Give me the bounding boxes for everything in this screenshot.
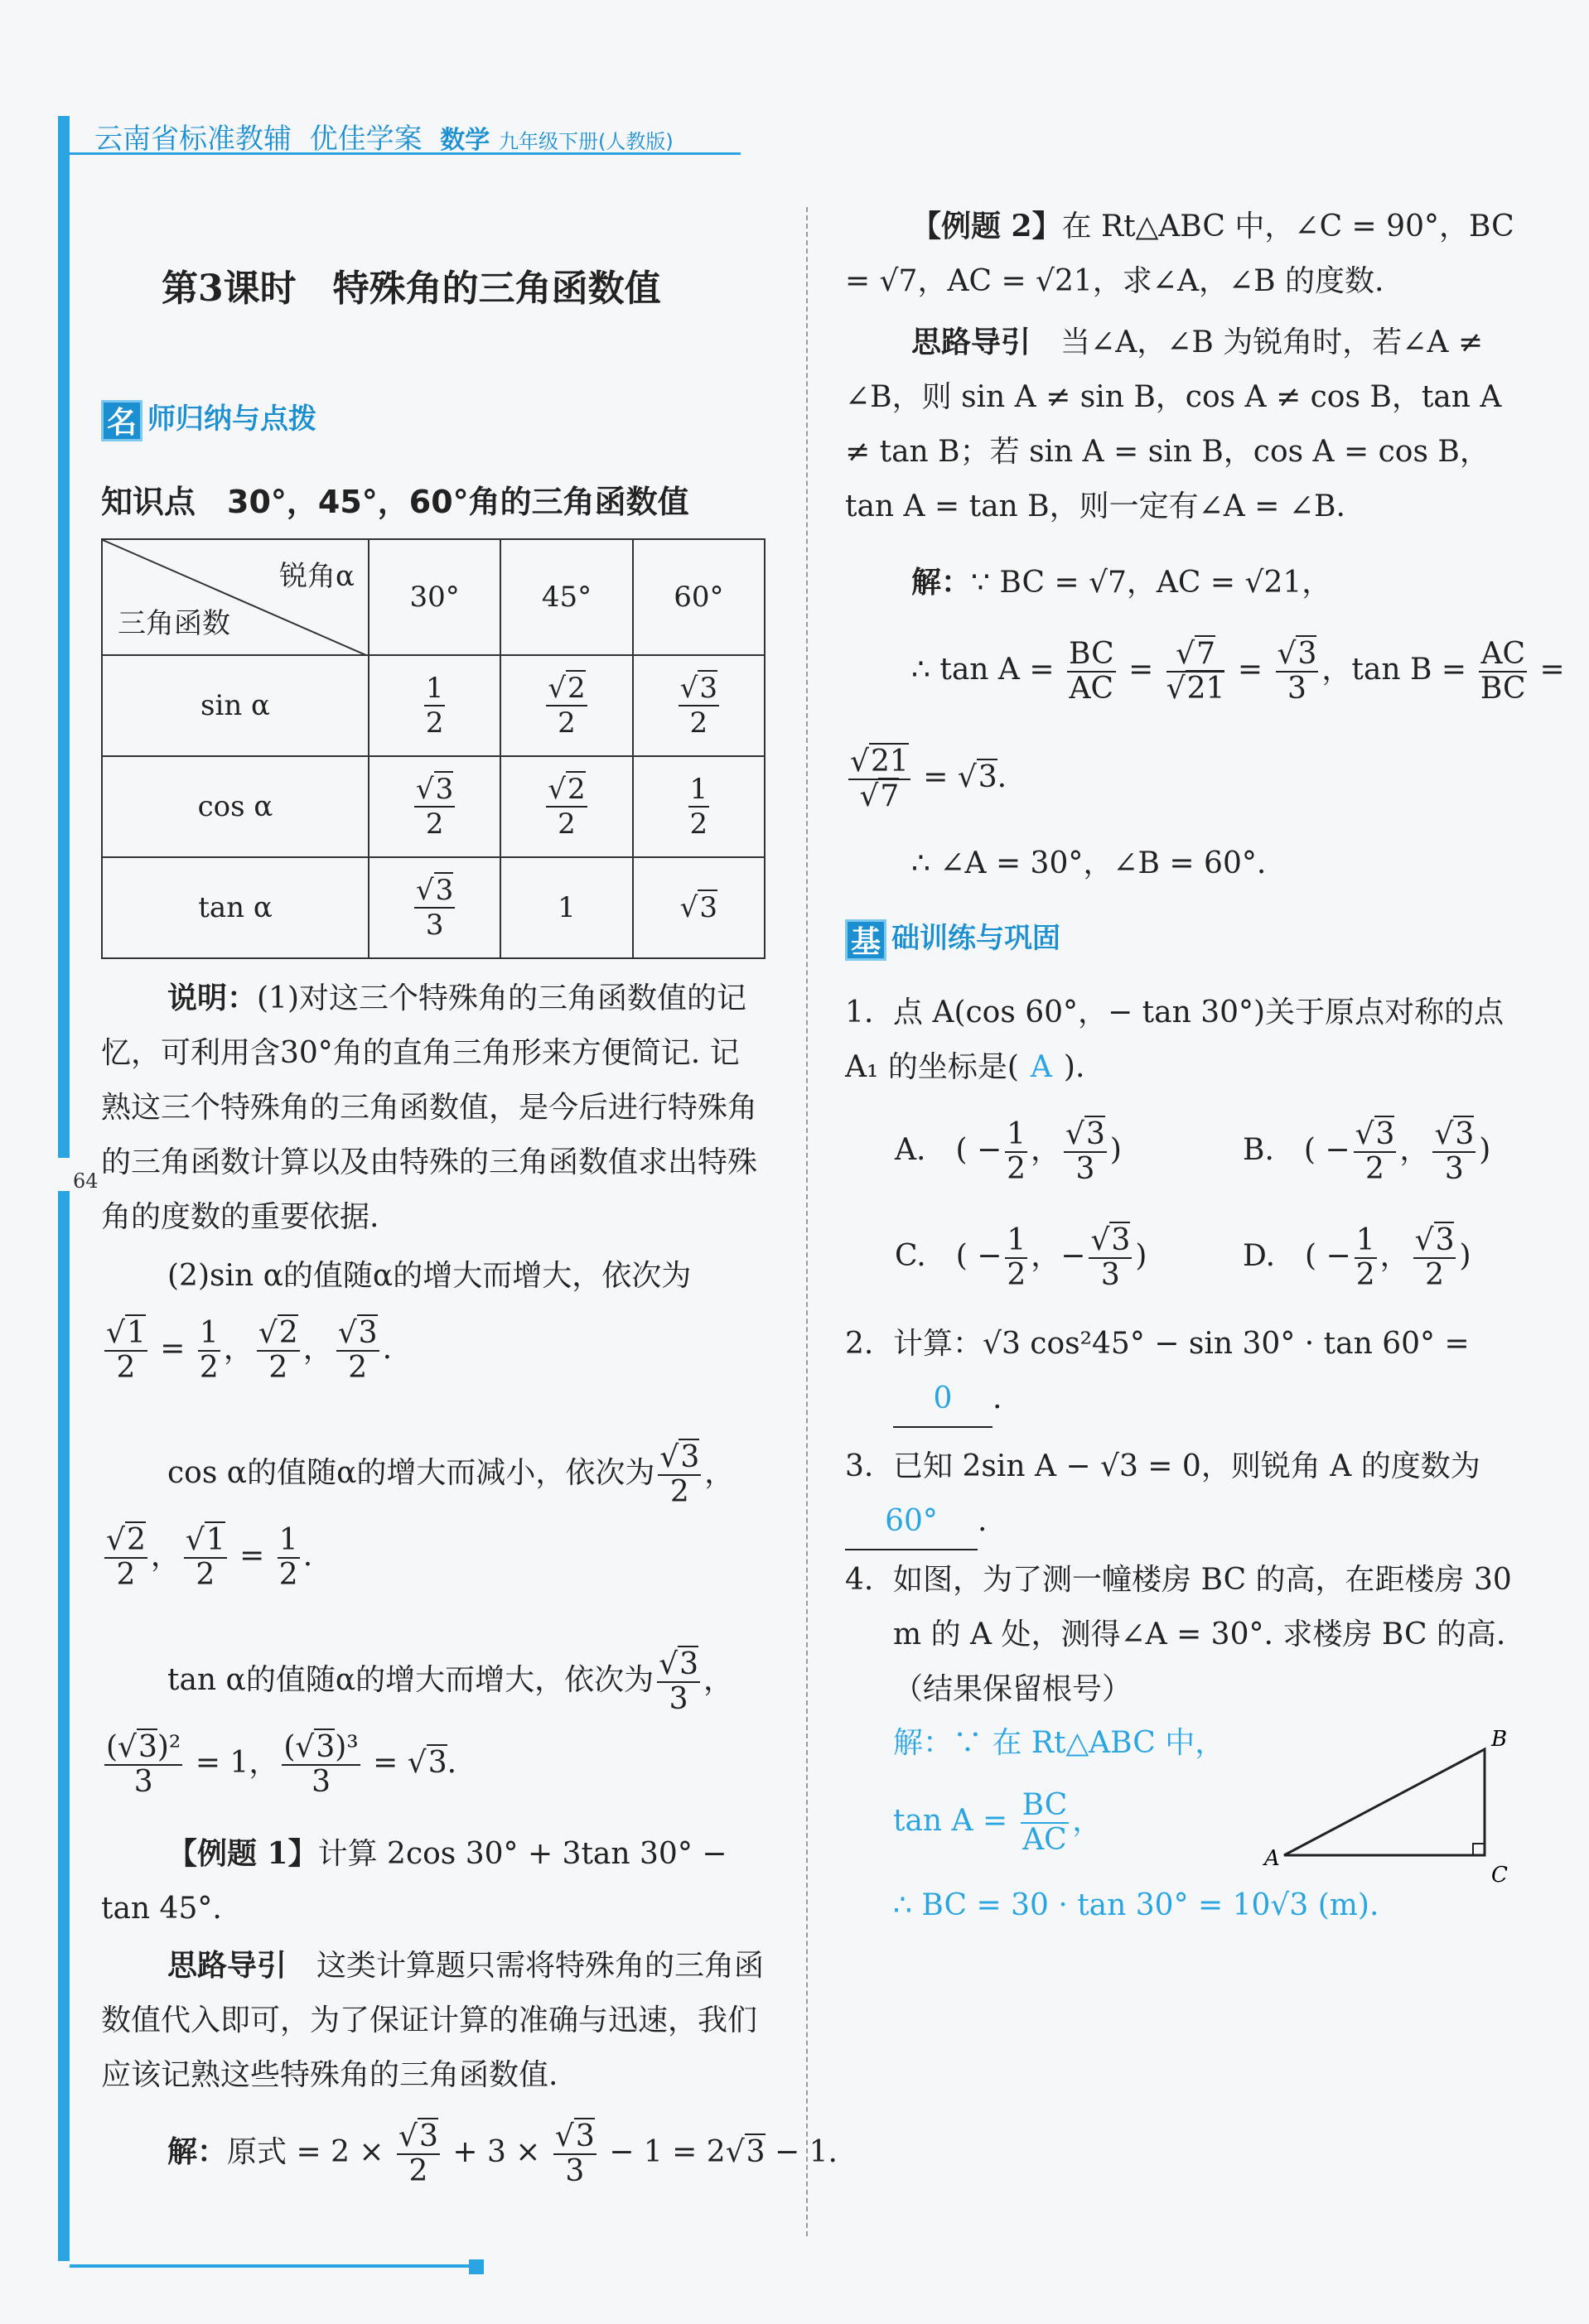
note-text-4: tan α的值随α的增大而增大，依次为 (167, 1663, 654, 1697)
example1-question (101, 1826, 768, 1936)
angle-header: 30° (369, 539, 500, 655)
hint-label: 思路导引 (167, 1948, 287, 1983)
hint-label: 思路导引 (911, 325, 1031, 359)
table-corner-cell (102, 539, 369, 655)
answer: 60° (845, 1494, 978, 1550)
triangle-figure (1251, 1714, 1524, 1897)
question-text: 如图，为了测一幢楼房 BC 的高，在距楼房 30 m 的 A 处，测得∠A = 30°. 求楼房 BC 的高.（结果保留根号） (893, 1563, 1512, 1706)
question-text: 点 A(cos 60°，− tan 30°)关于原点对称的点 A₁ 的坐标是( (845, 996, 1504, 1084)
example2-hint (845, 315, 1516, 534)
note-text-1: (1)对这三个特殊角的三角函数值的记忆，可利用含30°角的直角三角形来方便简记. 记熟这三个特殊角的三角函数值，是今后进行特殊角的三角函数计算以及由特殊的三角函数值求出特殊角的度数的重要依据. (101, 981, 758, 1234)
grade-label: 九年级下册(人教版) (499, 130, 674, 153)
example2-question (845, 199, 1516, 309)
corner-bottom-label: 三角函数 (118, 607, 230, 640)
book-name: 优佳学案 (309, 123, 423, 156)
question-3: 3. 已知 2sin A − √3 = 0，则锐角 A 的度数为60° . (845, 1439, 1516, 1550)
footer-square (469, 2259, 484, 2274)
side-bar-gap (58, 1158, 70, 1191)
option-label: D. (1243, 1239, 1276, 1273)
fn-label: tan α (102, 857, 369, 958)
example2-text: 在 Rt△ABC 中，∠C = 90°，BC = √7，AC = √21，求∠A，∠B 的度数. (845, 210, 1514, 298)
option-d: D. ( − $\frac{1}{2}$ ， $\frac{√3}{2}$ ) (1243, 1223, 1471, 1292)
option-b: B. ( − $\frac{√3}{2}$ ， $\frac{√3}{3}$ ) (1243, 1117, 1491, 1186)
answer: A (1030, 1050, 1052, 1084)
table-cell: √3 (633, 857, 765, 958)
note-text-2: (2)sin α的值随α的增大而增大，依次为 (167, 1259, 692, 1293)
section-badge: 名 (101, 400, 142, 441)
example1-label: 【例题 1】 (167, 1836, 318, 1871)
tan-sequence: $\frac{\text{(√3)²}}{3}$ = 1， $\frac{\text{(√3)³}}{3}$ = √3. (106, 1730, 457, 1799)
vertex-a: A (1264, 1846, 1280, 1871)
example2-solution-1 (911, 555, 1331, 610)
tan-sequence-intro: tan α的值随α的增大而增大，依次为 $\frac{√3}{3}$ ， (167, 1647, 734, 1716)
q4-solution-2: tan A = $\frac{BC}{AC}$ ， (893, 1788, 1103, 1857)
option-a: A. ( − $\frac{1}{2}$ ， $\frac{√3}{3}$ ) (895, 1117, 1122, 1186)
example2-conclusion: ∴ ∠A = 30°，∠B = 60°. (911, 846, 1267, 880)
question-number: 4. (845, 1563, 874, 1597)
note-label: 说明： (167, 981, 258, 1015)
option-label: A. (895, 1133, 926, 1167)
vertex-c: C (1491, 1863, 1508, 1888)
corner-top-label: 锐角α (279, 560, 355, 593)
solution-label: 解： (911, 565, 972, 600)
section-badge: 基 (845, 919, 886, 961)
question-text: 计算：√3 cos²45° − sin 30° · tan 60° = (893, 1327, 1470, 1361)
triangle-shape (1284, 1749, 1485, 1855)
cos-sequence: $\frac{√2}{2}$ ， $\frac{√1}{2}$ = $\frac{1}{2}$ . (106, 1523, 313, 1592)
fn-label: sin α (102, 655, 369, 756)
option-c: C. ( − $\frac{1}{2}$ ，− $\frac{√3}{3}$ ) (895, 1223, 1147, 1292)
question-number: 2. (845, 1327, 874, 1361)
table-cell: $\frac{1}{2}$ (369, 655, 500, 756)
knowledge-point-title: 知识点 30°，45°，60°角的三角函数值 (101, 484, 689, 520)
section-title: 础训练与巩固 (891, 922, 1060, 955)
table-cell: $\frac{√3}{2}$ (369, 756, 500, 857)
hint-text: 这类计算题只需将特殊角的三角函数值代入即可，为了保证计算的准确与迅速，我们应该记熟这些特殊角的三角函数值. (101, 1949, 765, 2092)
footer-line (70, 2264, 476, 2268)
question-1 (845, 986, 1516, 1095)
section-heading-summary (101, 396, 316, 441)
example2-tan-ratios: ∴ tan A = $\frac{BC}{AC}$ = $\frac{√7}{√21}$ = $\frac{√3}{3}$ ，tan B = $\frac{AC}{BC}$ = (911, 637, 1565, 706)
hint-text: 当∠A，∠B 为锐角时，若∠A ≠ ∠B，则 sin A ≠ sin B，cos A ≠ cos B，tan A ≠ tan B；若 sin A = sin B，cos A = cos B，tan A = tan B，则一定有∠A = ∠B. (845, 325, 1502, 523)
example1-hint (101, 1938, 768, 2103)
answer: 0 (893, 1372, 993, 1428)
example1-text: 计算 2cos 30° + 3tan 30° − tan 45°. (101, 1837, 727, 1926)
column-divider (806, 207, 808, 2236)
q4-tan-label: tan A = (893, 1804, 1008, 1838)
angle-header: 60° (633, 539, 765, 655)
subject-name: 数学 (440, 126, 490, 155)
question-4 (845, 1553, 1516, 1717)
table-cell: $\frac{√3}{3}$ (369, 857, 500, 958)
note-text-3: cos α的值随α的增大而减小，依次为 (167, 1456, 655, 1490)
section-heading-practice (845, 915, 1060, 961)
question-end: ). (1063, 1050, 1085, 1084)
table-cell: $\frac{√3}{2}$ (633, 655, 765, 756)
angle-header: 45° (500, 539, 632, 655)
question-number: 1. (845, 996, 874, 1029)
sin-sequence: $\frac{√1}{2}$ = $\frac{1}{2}$ ， $\frac{√2}{2}$ ， $\frac{√3}{2}$ . (106, 1316, 393, 1385)
question-text: 已知 2sin A − √3 = 0，则锐角 A 的度数为 (893, 1449, 1480, 1483)
vertex-b: B (1491, 1727, 1508, 1752)
solution-label: 解： (167, 2134, 228, 2169)
section-title: 师归纳与点拨 (147, 403, 316, 436)
solution-given: ∵ BC = √7，AC = √21， (971, 566, 1332, 600)
question-number: 3. (845, 1449, 874, 1483)
q4-solution-3: ∴ BC = 30 · tan 30° = 10√3 (m). (893, 1888, 1379, 1922)
solution-prefix: 原式 (227, 2135, 287, 2169)
example2-label: 【例题 2】 (911, 209, 1062, 243)
example2-tan-b: $\frac{√21}{√7}$ = √3. (850, 745, 1007, 813)
q4-solution-1: 解：∵ 在 Rt△ABC 中， (893, 1726, 1225, 1760)
series-name: 云南省标准教辅 (94, 123, 292, 156)
cos-sequence-intro: cos α的值随α的增大而减小，依次为 $\frac{√3}{2}$ ， (167, 1440, 735, 1509)
question-2: 2. 计算：√3 cos²45° − sin 30° · tan 60° = 0 . (845, 1317, 1516, 1428)
fn-label: cos α (102, 756, 369, 857)
table-cell: $\frac{√2}{2}$ (500, 756, 632, 857)
option-label: C. (895, 1239, 926, 1273)
table-cell: $\frac{1}{2}$ (633, 756, 765, 857)
trig-table (101, 538, 766, 959)
example1-solution: 解：原式 = 2 × $\frac{√3}{2}$ + 3 × $\frac{√3}{3}$ − 1 = 2√3 − 1. (167, 2119, 838, 2188)
page-number: 64 (73, 1169, 99, 1193)
lesson-title: 第3课时 特殊角的三角函数值 (162, 268, 661, 310)
page-header (94, 116, 674, 157)
note-paragraph-1 (101, 971, 768, 1245)
right-angle-mark (1473, 1844, 1485, 1855)
table-cell: 1 (500, 857, 632, 958)
option-label: B. (1243, 1133, 1274, 1167)
table-cell: $\frac{√2}{2}$ (500, 655, 632, 756)
